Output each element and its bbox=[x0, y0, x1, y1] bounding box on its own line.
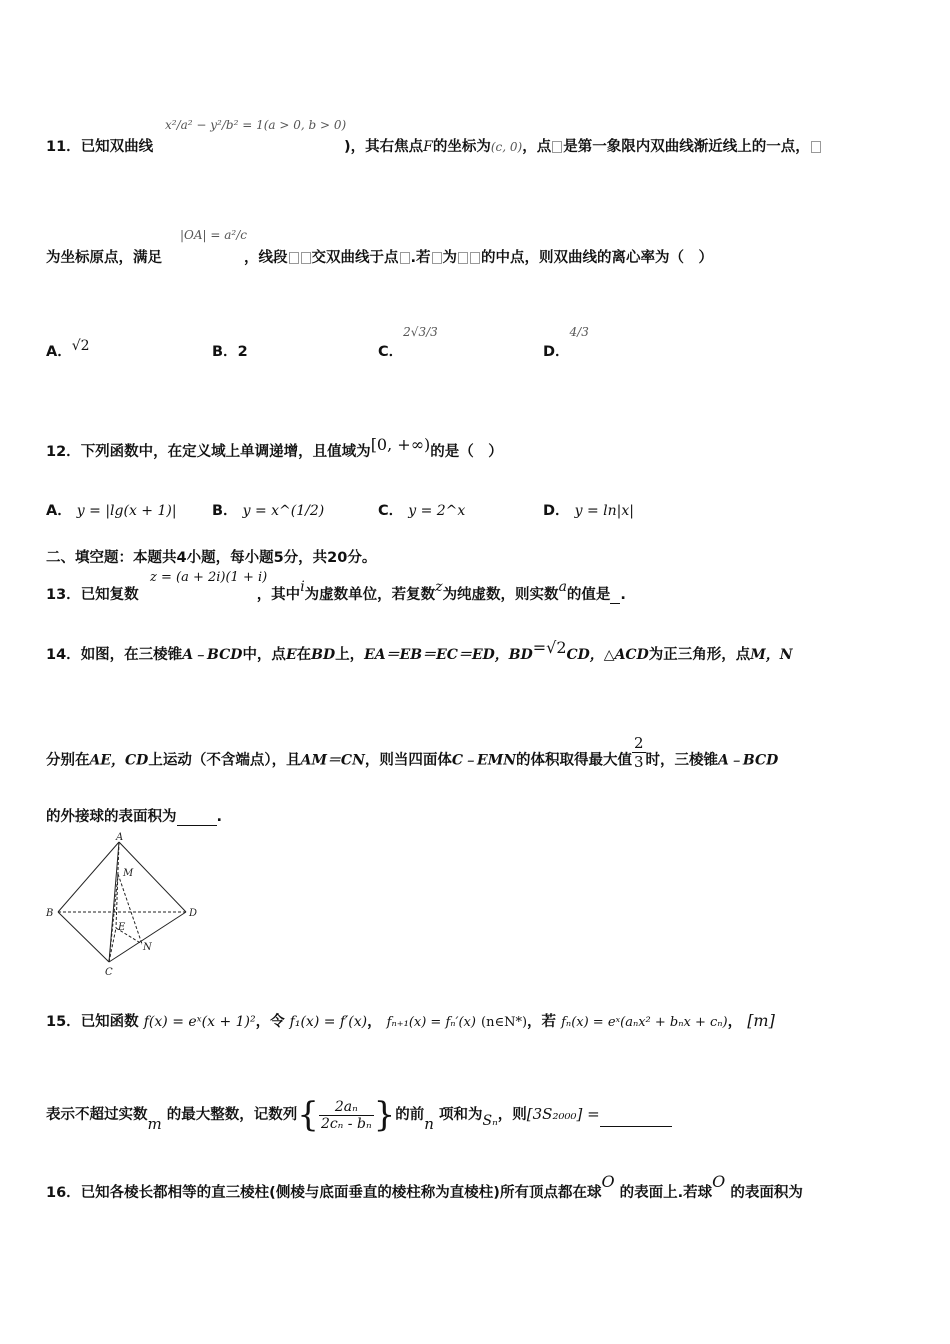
fig-label-m: M bbox=[123, 868, 134, 879]
brace-left-icon: { bbox=[297, 1095, 319, 1135]
q12-option-b[interactable]: B． y = x^(1/2) bbox=[212, 503, 325, 519]
segment-placeholder-icon bbox=[301, 252, 311, 264]
q14-line3: 的外接球的表面积为 . bbox=[46, 809, 223, 825]
fig-label-c: C bbox=[105, 967, 113, 978]
point-b-placeholder-icon bbox=[400, 252, 410, 264]
q11-focus-coord: (c, 0) bbox=[490, 140, 523, 154]
q11-number: 11． bbox=[46, 139, 81, 155]
q15-sequence-fraction: $\frac{\text{2aₙ}}{\text{2cₙ - bₙ}}$ bbox=[320, 1098, 372, 1132]
fig-label-d: D bbox=[189, 908, 198, 919]
q15-line2: 表示不超过实数m 的最大整数，记数列{ $\frac{\text{2aₙ}}{\text{2cₙ - bₙ}}$ }的前n 项和为Sₙ，则[3S₂₀₀₀] = bbox=[46, 1095, 672, 1135]
q14-number: 14． bbox=[46, 647, 81, 663]
q14-max-volume-fraction: $\frac{2}{3}$ bbox=[634, 734, 644, 771]
q14-line1: 14．如图，在三棱锥A﹣BCD中，点E在BD上，EA＝EB＝EC＝ED，BD=√2CD，△ACD为正三角形，点M，N bbox=[46, 638, 793, 663]
q13-answer-blank[interactable] bbox=[610, 603, 620, 604]
section-heading: 二、填空题：本题共4小题，每小题5分，共20分。 bbox=[46, 550, 377, 566]
brace-right-icon: } bbox=[373, 1095, 396, 1135]
q12-range: [0, +∞) bbox=[370, 435, 431, 454]
q13-number: 13． bbox=[46, 587, 81, 603]
q13-stem: 13．已知复数 ，其中i为虚数单位，若复数z为纯虚数，则实数a的值是 . bbox=[46, 579, 626, 603]
point-a-placeholder-icon bbox=[552, 141, 562, 153]
q11-line1: 11．已知双曲线 bbox=[46, 139, 154, 155]
q12-option-a[interactable]: A． y = |lg(x + 1)| bbox=[46, 503, 177, 519]
segment-placeholder-icon bbox=[458, 252, 468, 264]
fig-label-e: E bbox=[118, 922, 126, 933]
q11-condition: |OA| = a²/c bbox=[180, 228, 248, 242]
q14-line2: 分别在AE，CD上运动（不含端点），且AM＝CN，则当四面体C﹣EMN的体积取得最大值 $\frac{2}{3}$ 时，三棱锥A﹣BCD bbox=[46, 734, 779, 771]
q12-number: 12． bbox=[46, 444, 81, 460]
q16-number: 16． bbox=[46, 1185, 81, 1201]
q12-stem: 12．下列函数中，在定义域上单调递增，且值域为[0, +∞)的是（ ） bbox=[46, 435, 503, 460]
fig-label-n: N bbox=[143, 942, 152, 953]
q11-line1b: )，其右焦点F的坐标为(c, 0)，点 是第一象限内双曲线渐近线上的一点， bbox=[344, 135, 822, 156]
segment-placeholder-icon bbox=[289, 252, 299, 264]
q11-option-a[interactable]: A．√2 bbox=[46, 338, 90, 360]
q12-option-c[interactable]: C． y = 2^x bbox=[378, 503, 466, 519]
fig-label-a: A bbox=[116, 832, 124, 843]
point-o-placeholder-icon bbox=[811, 141, 821, 153]
q16-stem: 16．已知各棱长都相等的直三棱柱(侧棱与底面垂直的棱柱称为直棱柱)所有顶点都在球O 的表面上.若球O 的表面积为 bbox=[46, 1172, 803, 1201]
q15-answer-blank[interactable] bbox=[600, 1126, 672, 1127]
q15-number: 15． bbox=[46, 1014, 81, 1030]
q11-option-d[interactable]: D．$^{4/3}$ bbox=[543, 325, 589, 360]
q14-answer-blank[interactable] bbox=[177, 825, 217, 826]
q12-option-d[interactable]: D． y = ln|x| bbox=[543, 503, 634, 519]
q11-hyperbola-formula: x²/a² − y²/b² = 1(a > 0, b > 0) bbox=[165, 118, 347, 132]
q11-option-b[interactable]: B．2 bbox=[212, 344, 248, 360]
q15-line1: 15．已知函数 f(x) = eˣ(x + 1)²，令 f₁(x) = f′(x)， fₙ₊₁(x) = fₙ′(x) (n∈N*)，若 fₙ(x) = eˣ(aₙx² + bₙx + cₙ)， [m] bbox=[46, 1011, 775, 1030]
q11-line2: 为坐标原点，满足 ，线段 交双曲线于点 .若 为 的中点，则双曲线的离心率为（ ） bbox=[46, 250, 714, 266]
q11-option-c[interactable]: C．$^{2√3/3}$ bbox=[378, 325, 438, 360]
q13-complex-z: z = (a + 2i)(1 + i) bbox=[150, 570, 268, 585]
fig-label-b: B bbox=[46, 908, 54, 919]
point-b-placeholder-icon bbox=[432, 252, 442, 264]
segment-placeholder-icon bbox=[470, 252, 480, 264]
q14-tetrahedron-figure bbox=[44, 832, 204, 980]
